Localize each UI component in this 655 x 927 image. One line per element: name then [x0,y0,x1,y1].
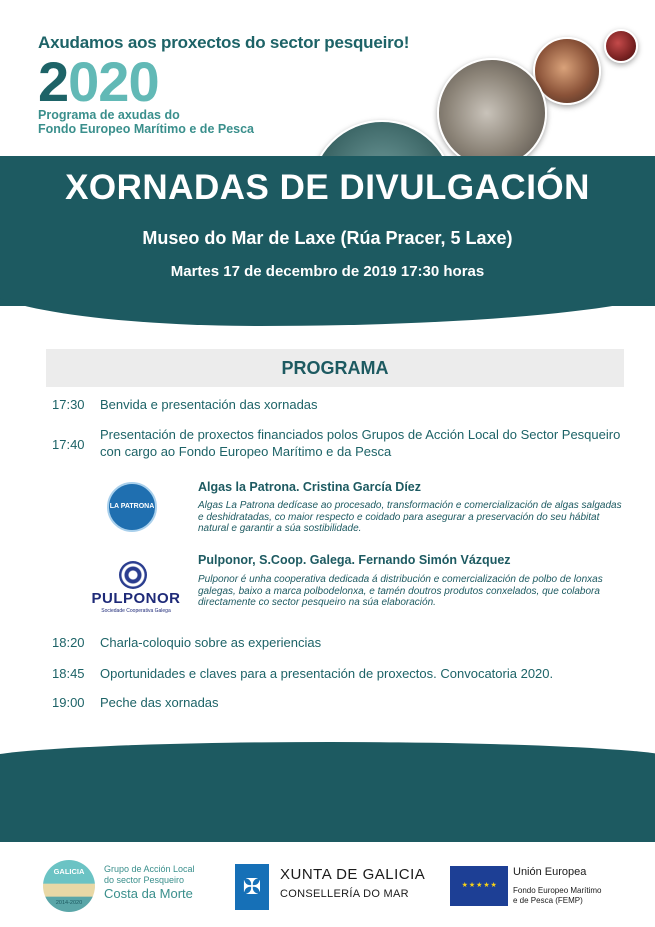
galicia-flag-logo [43,860,95,912]
pulponor-swirl-icon [119,561,147,589]
program-subtitle-line1: Programa de axudas do [38,108,180,122]
gal-name: Costa da Morte [104,886,193,901]
banner-curve [0,282,655,326]
la-patrona-logo: LA PATRONA [107,482,157,532]
project-desc-pulponor: Pulponor é unha cooperativa dedicada á distribución e comercialización de polbo de lonxas galegas, baixo a marca polbodelonxa, e tamén doutros produtos conxelados, que colabora directamente co sector pesqueiro na súa elaboración. [198,574,603,608]
program-heading: PROGRAMA [46,349,624,387]
year-digit-dark: 2 [38,50,69,113]
project-title-patrona: Algas la Patrona. Cristina García Díez [198,480,421,494]
project-title-pulponor: Pulponor, S.Coop. Galega. Fernando Simón Vázquez [198,553,511,567]
program-item-time: 17:30 [52,397,85,412]
program-subtitle-line2: Fondo Europeo Marítimo e de Pesca [38,122,255,136]
event-date: Martes 17 de decembro de 2019 17:30 horas [170,263,485,280]
eu-name: Unión Europea [513,866,587,878]
xunta-department: CONSELLERÍA DO MAR [280,888,409,900]
footer-band [0,742,655,842]
program-item-desc: Charla-coloquio sobre as experiencias [100,635,322,650]
program-item-desc: Presentación de proxectos financiados polos Grupos de Acción Local do Sector Pesqueiro con cargo ao Fondo Europeo Marítimo e da Pesca [100,427,621,459]
tagline: Axudamos aos proxectos do sector pesqueiro! [38,33,410,52]
eu-fund-line1: Fondo Europeo Marítimo [513,886,602,895]
event-title: XORNADAS DE DIVULGACIÓN [65,168,590,207]
seafood-photo-small [604,29,638,63]
fish-market-photo [437,58,547,168]
gal-line2: do sector Pesqueiro [104,875,185,885]
xunta-shield-icon: ✠ [235,864,269,910]
pulponor-logo-subtext: Sociedade Cooperativa Galega [101,608,171,614]
eu-fund-line2: e de Pesca (FEMP) [513,896,583,905]
galicia-logo-text: GALICIA [53,867,85,876]
program-item-time: 18:20 [52,635,85,650]
event-venue: Museo do Mar de Laxe (Rúa Pracer, 5 Laxe) [142,228,513,248]
eu-flag-icon: ★ ★ ★ ★ ★ [450,866,508,906]
eu-fund [513,886,623,906]
program-item-desc: Benvida e presentación das xornadas [100,397,318,412]
year-title [38,50,159,113]
gal-line1: Grupo de Acción Local [104,864,195,874]
program-subtitle [38,108,254,136]
galicia-logo-years: 2014-2020 [55,900,83,906]
project-desc-patrona: Algas La Patrona dedícase ao procesado, transformación e comercialización de algas salgadas e deshidratadas, co maior respecto e coidado para asegurar a preservación do seu hábitat natural e garantir a súa sostibilidade. [198,500,622,534]
program-item-time: 19:00 [52,695,85,710]
program-item-time: 17:40 [52,437,85,452]
program-item-desc: Oportunidades e claves para a presentación de proxectos. Convocatoria 2020. [100,666,554,681]
pulponor-logo: PULPONOR [91,590,181,607]
year-digits-light: 020 [68,50,159,113]
program-item-desc: Peche das xornadas [100,695,219,710]
xunta-name: XUNTA DE GALICIA [280,866,426,883]
program-item-time: 18:45 [52,666,85,681]
